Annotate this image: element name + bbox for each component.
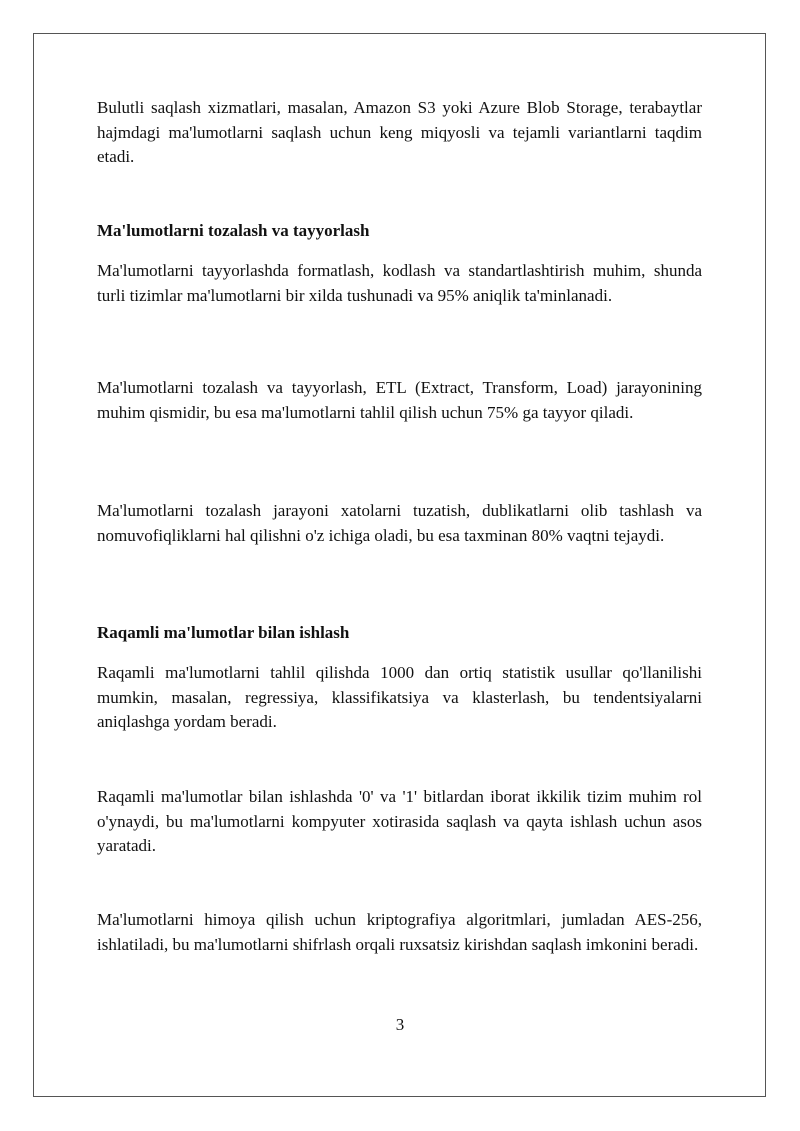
paragraph-data-preparation: Ma'lumotlarni tayyorlashda formatlash, kodlash va standartlashtirish muhim, shunda turli tizimlar ma'lumotlarni bir xilda tushunadi va 95% aniqlik ta'minlanadi. <box>97 261 702 305</box>
paragraph-cloud-storage: Bulutli saqlash xizmatlari, masalan, Amazon S3 yoki Azure Blob Storage, terabaytlar hajmdagi ma'lumotlarni saqlash uchun keng miqyosli va tejamli variantlarni taqdim etadi. <box>97 98 702 166</box>
paragraph-cryptography: Ma'lumotlarni himoya qilish uchun kriptografiya algoritmlari, jumladan AES-256, ishlatiladi, bu ma'lumotlarni shifrlash orqali ruxsatsiz kirishdan saqlash imkonini beradi. <box>97 910 702 954</box>
paragraph-statistical-methods: Raqamli ma'lumotlarni tahlil qilishda 1000 dan ortiq statistik usullar qo'llanilishi mumkin, masalan, regressiya, klassifikatsiya va klasterlash, bu tendentsiyalarni aniqlashga yordam beradi. <box>97 663 702 731</box>
paragraph-binary-system: Raqamli ma'lumotlar bilan ishlashda '0' va '1' bitlardan iborat ikkilik tizim muhim rol o'ynaydi, bu ma'lumotlarni kompyuter xotirasida saqlash va qayta ishlash uchun asos yaratadi. <box>97 787 702 855</box>
paragraph-cleaning-process: Ma'lumotlarni tozalash jarayoni xatolarni tuzatish, dublikatlarni olib tashlash va nomuvofiqliklarni hal qilishni o'z ichiga oladi, bu esa taxminan 80% vaqtni tejaydi. <box>97 501 702 545</box>
page-number: 3 <box>395 1015 405 1034</box>
section-heading-numeric-data: Raqamli ma'lumotlar bilan ishlash <box>97 623 350 642</box>
section-heading-data-cleaning: Ma'lumotlarni tozalash va tayyorlash <box>97 221 370 240</box>
paragraph-etl: Ma'lumotlarni tozalash va tayyorlash, ETL (Extract, Transform, Load) jarayonining muhim qismidir, bu esa ma'lumotlarni tahlil qilish uchun 75% ga tayyor qiladi. <box>97 378 702 422</box>
